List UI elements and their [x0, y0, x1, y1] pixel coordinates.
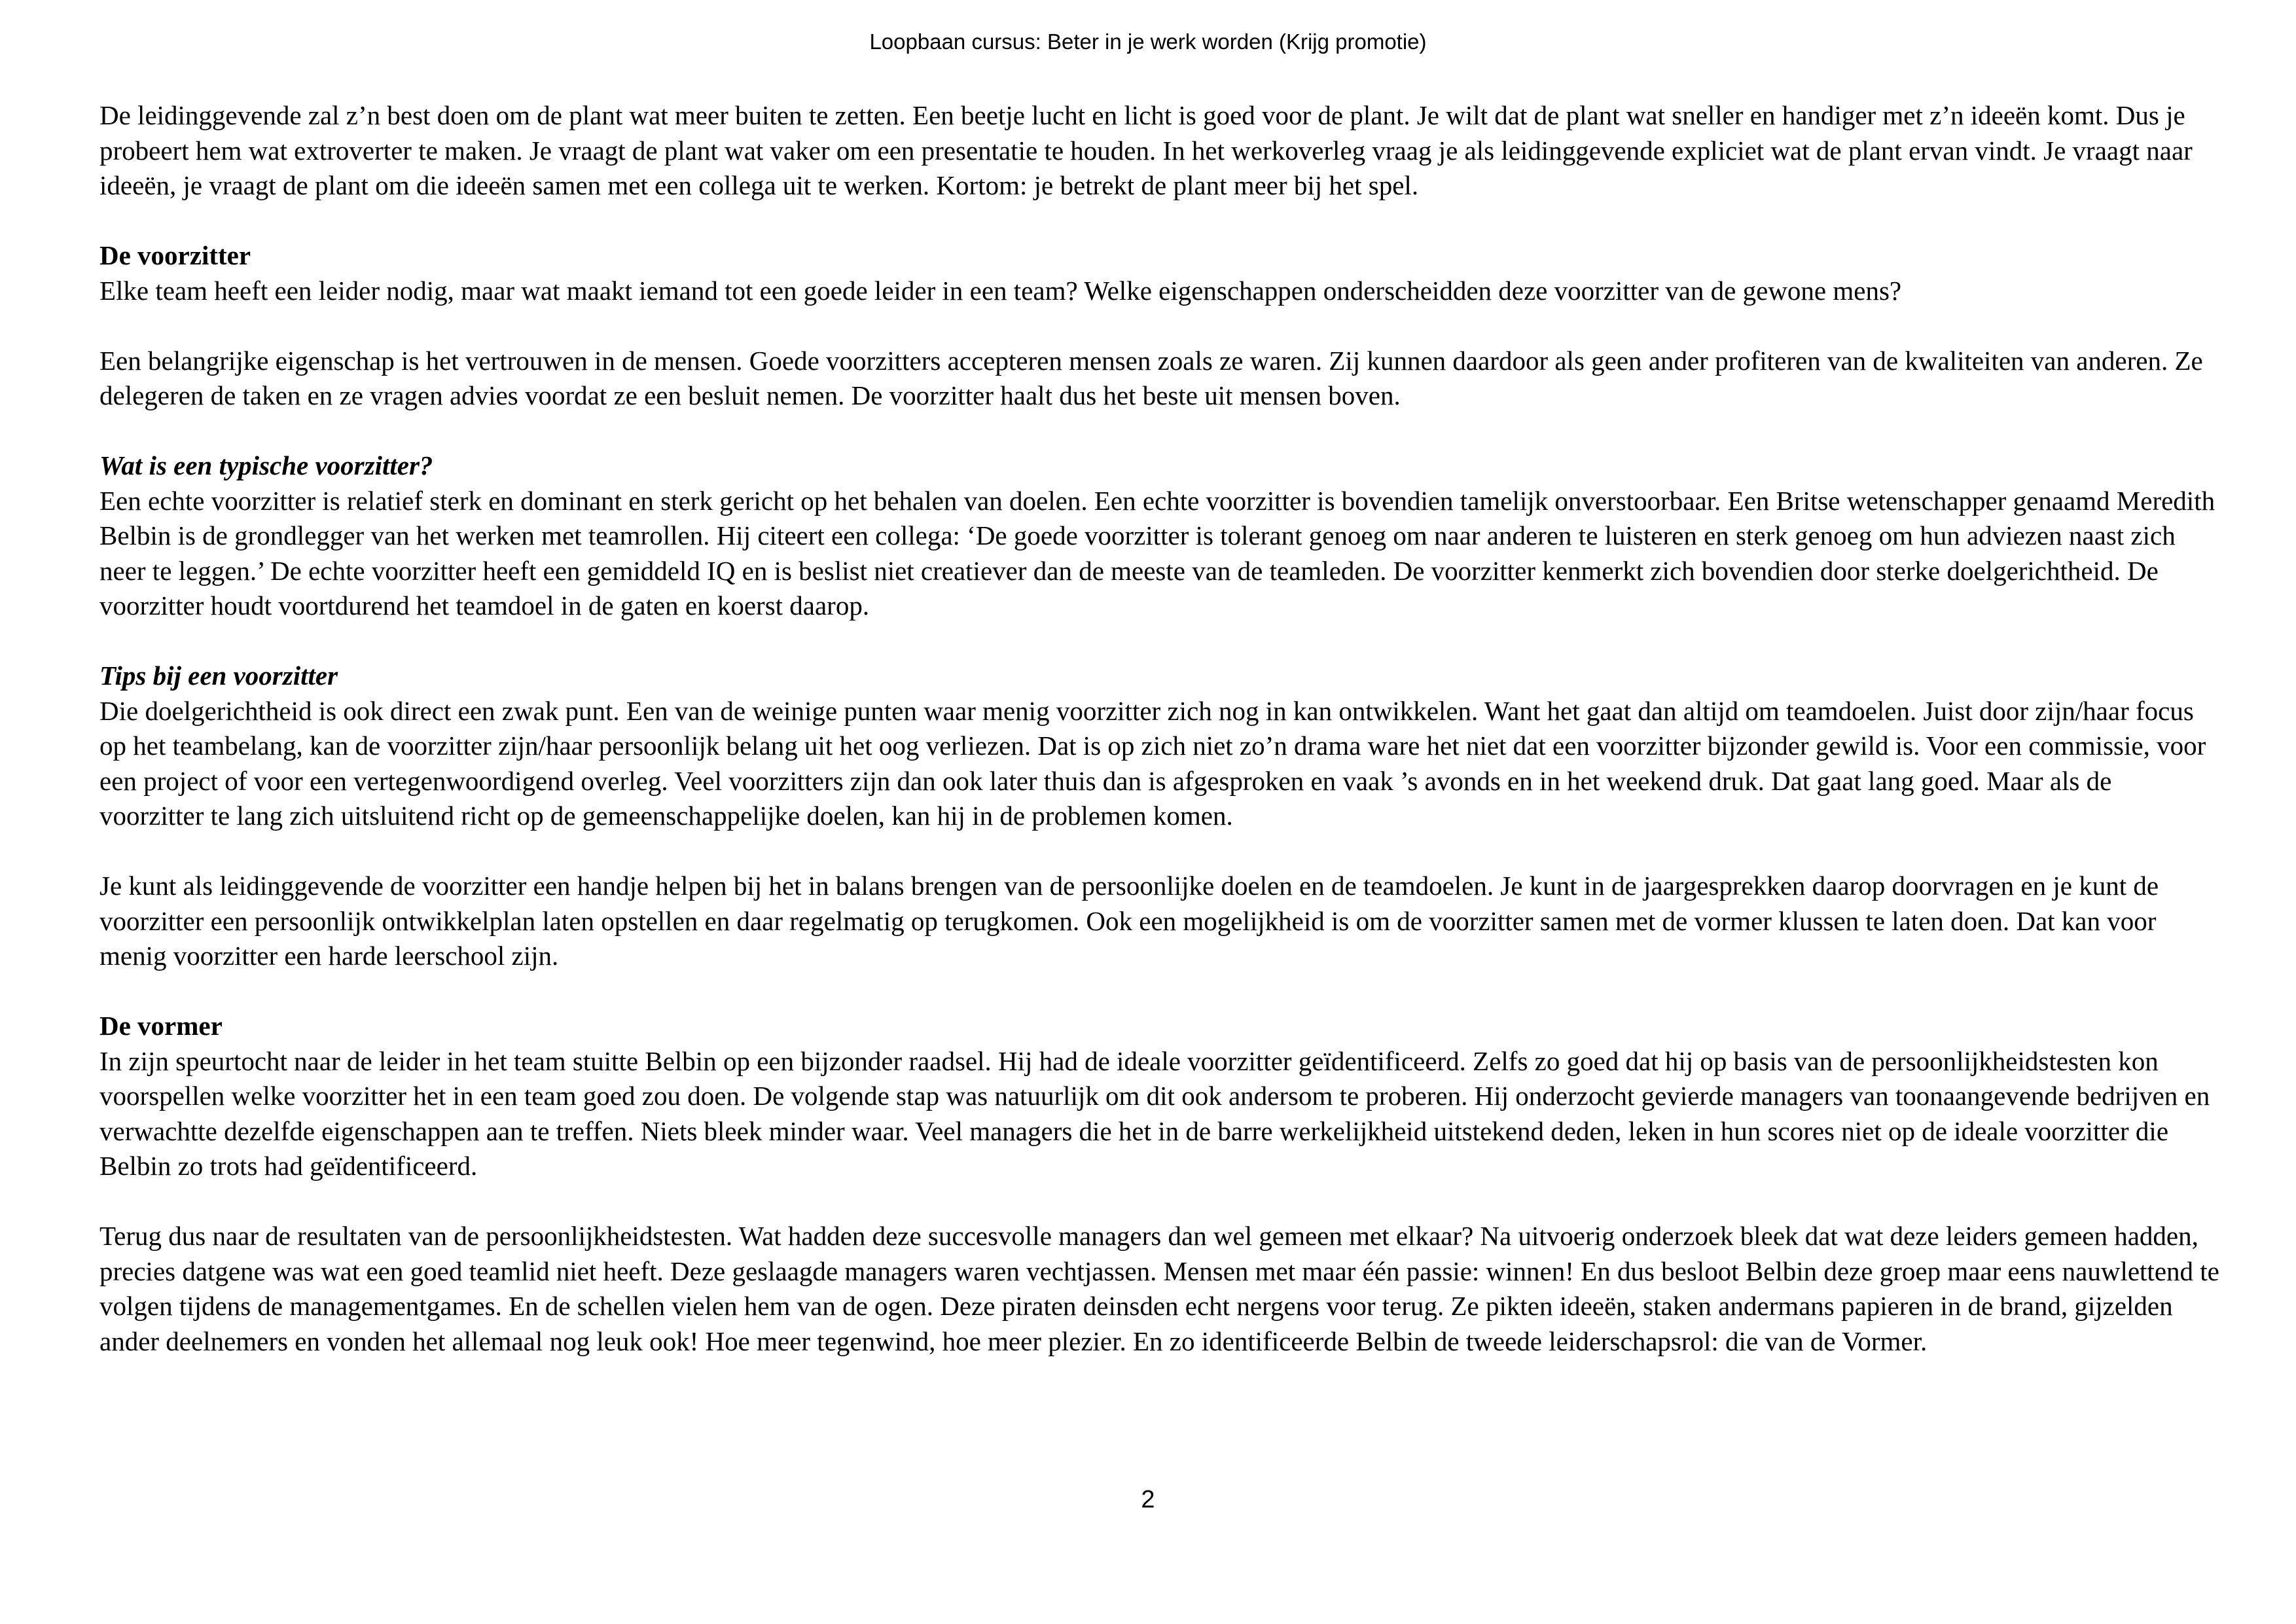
paragraph-gap [99, 204, 2220, 239]
paragraph-voorzitter-eigenschap: Een belangrijke eigenschap is het vertrouwen in de mensen. Goede voorzitters accepteren mensen zoals ze waren. Zij kunnen daardoor als geen ander profiteren van de kwaliteiten van anderen. Ze delegeren de taken en ze vragen advies voordat ze een besluit nemen. De voorzitter haalt dus het beste uit mensen boven. [99, 345, 2203, 410]
heading-de-voorzitter: De voorzitter [99, 240, 251, 270]
paragraph-gap [99, 1184, 2220, 1219]
heading-typische-voorzitter: Wat is een typische voorzitter? [99, 450, 433, 480]
document-body [99, 98, 2220, 1359]
paragraph-tips-voorzitter: Die doelgerichtheid is ook direct een zwak punt. Een van de weinige punten waar menig voorzitter zich nog in kan ontwikkelen. Want het gaat dan altijd om teamdoelen. Juist door zijn/haar focus op het teambelang, kan de voorzitter zijn/haar persoonlijk belang uit het oog verliezen. Dat is op zich niet zo’n drama ware het niet dat een voorzitter bijzonder gewild is. Voor een commissie, voor een project of voor een vertegenwoordigend overleg. Veel voorzitters zijn dan ook later thuis dan is afgesproken en vaak ’s avonds en in het weekend druk. Dat gaat lang goed. Maar als de voorzitter te lang zich uitsluitend richt op de gemeenschappelijke doelen, kan hij in de problemen komen. [99, 695, 2206, 831]
page-number: 2 [1141, 1486, 1155, 1513]
paragraph-gap [99, 974, 2220, 1009]
paragraph-gap [99, 308, 2220, 344]
heading-de-vormer: De vormer [99, 1011, 223, 1041]
paragraph-gap [99, 624, 2220, 659]
paragraph-voorzitter-intro: Elke team heeft een leider nodig, maar wat maakt iemand tot een goede leider in een team? Welke eigenschappen onderscheidden deze voorzitter van de gewone mens? [99, 275, 1902, 306]
paragraph-typische-voorzitter: Een echte voorzitter is relatief sterk en dominant en sterk gericht op het behalen van doelen. Een echte voorzitter is bovendien tamelijk onverstoorbaar. Een Britse wetenschapper genaamd Meredith Belbin is de grondlegger van het werken met teamrollen. Hij citeert een collega: ‘De goede voorzitter is tolerant genoeg om naar anderen te luisteren en sterk genoeg om hun adviezen naast zich neer te leggen.’ De echte voorzitter heeft een gemiddeld IQ en is beslist niet creatiever dan de meeste van de teamleden. De voorzitter kenmerkt zich bovendien door sterke doelgerichtheid. De voorzitter houdt voortdurend het teamdoel in de gaten en koerst daarop. [99, 485, 2215, 621]
paragraph-gap [99, 834, 2220, 869]
page-header: Loopbaan cursus: Beter in je werk worden (Krijg promotie) [869, 29, 1427, 54]
heading-tips-voorzitter: Tips bij een voorzitter [99, 660, 338, 691]
paragraph-vormer-speurtocht: In zijn speurtocht naar de leider in het team stuitte Belbin op een bijzonder raadsel. Hij had de ideale voorzitter geïdentificeerd. Zelfs zo goed dat hij op basis van de persoonlijkheidstesten kon voorspellen welke voorzitter het in een team goed zou doen. De volgende stap was natuurlijk om dit ook andersom te proberen. Hij onderzocht gevierde managers van toonaangevende bedrijven en verwachtte dezelfde eigenschappen aan te treffen. Niets bleek minder waar. Veel managers die het in de barre werkelijkheid uitstekend deden, leken in hun scores niet op de ideale voorzitter die Belbin zo trots had geïdentificeerd. [99, 1045, 2210, 1181]
paragraph-gap [99, 414, 2220, 449]
paragraph-plant-leidinggevende: De leidinggevende zal z’n best doen om de plant wat meer buiten te zetten. Een beetje lucht en licht is goed voor de plant. Je wilt dat de plant wat sneller en handiger met z’n ideeën komt. Dus je probeert hem wat extroverter te maken. Je vraagt de plant wat vaker om een presentatie te houden. In het werkoverleg vraag je als leidinggevende expliciet wat de plant ervan vindt. Je vraagt naar ideeën, je vraagt de plant om die ideeën samen met een collega uit te werken. Kortom: je betrekt de plant meer bij het spel. [99, 100, 2193, 200]
paragraph-vormer-resultaten: Terug dus naar de resultaten van de persoonlijkheidstesten. Wat hadden deze succesvolle managers dan wel gemeen met elkaar? Na uitvoerig onderzoek bleek dat wat deze leiders gemeen hadden, precies datgene was wat een goed teamlid niet heeft. Deze geslaagde managers waren vechtjassen. Mensen met maar één passie: winnen! En dus besloot Belbin deze groep maar eens nauwlettend te volgen tijdens de managementgames. En de schellen vielen hem van de ogen. Deze piraten deinsden echt nergens voor terug. Ze pikten ideeën, staken andermans papieren in de brand, gijzelden ander deelnemers en vonden het allemaal nog leuk ook! Hoe meer tegenwind, hoe meer plezier. En zo identificeerde Belbin de tweede leiderschapsrol: die van de Vormer. [99, 1221, 2219, 1356]
paragraph-leidinggevende-helpen: Je kunt als leidinggevende de voorzitter een handje helpen bij het in balans brengen van de persoonlijke doelen en de teamdoelen. Je kunt in de jaargesprekken daarop doorvragen en je kunt de voorzitter een persoonlijk ontwikkelplan laten opstellen en daar regelmatig op terugkomen. Ook een mogelijkheid is om de voorzitter samen met de vormer klussen te laten doen. Dat kan voor menig voorzitter een harde leerschool zijn. [99, 871, 2159, 971]
